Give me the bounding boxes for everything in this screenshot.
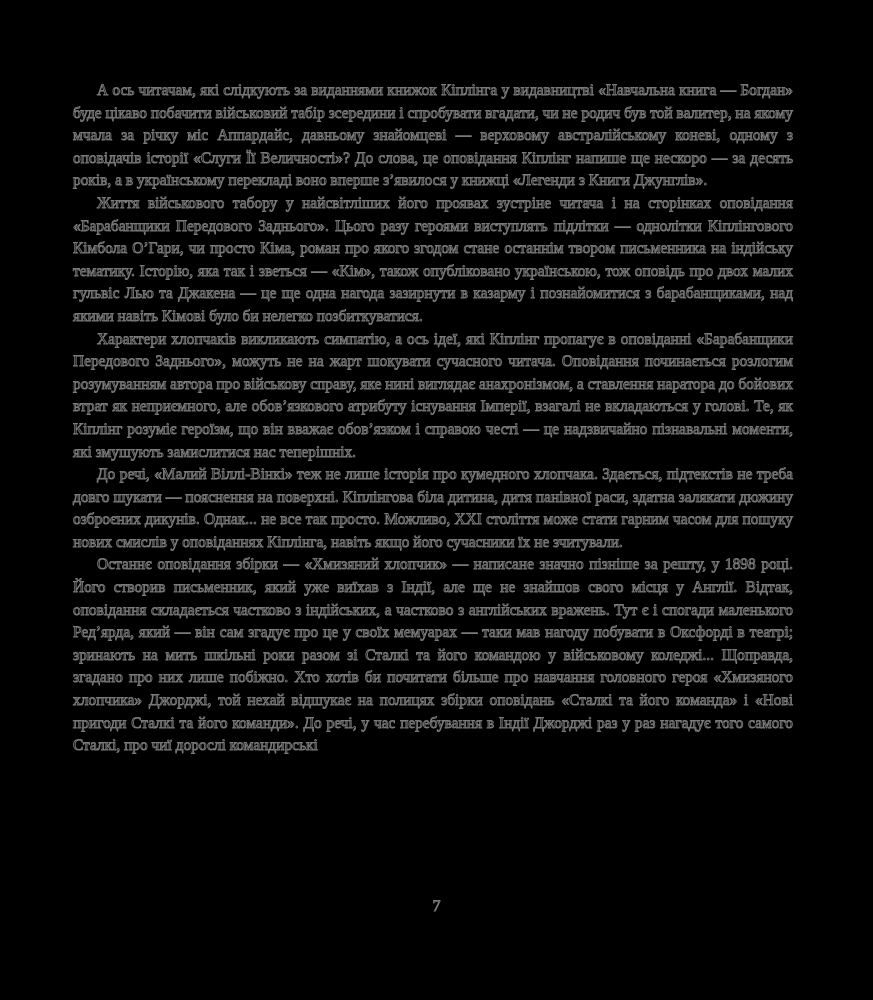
page-body — [73, 80, 793, 758]
page-number: 7 — [432, 898, 441, 915]
paragraph-2: Життя військового табору у найсвітліших його проявах зустріне читача і на сторінках оповідання «Барабанщики Передового Заднього». Цього разу героями виступлять підлітки — однолітки Кіплінгового Кімбола О’Гари, чи просто Кіма, роман про якого згодом стане останнім твором письменника на індійську тематику. Історію, яка так і зветься — «Кім», також опубліковано українською, тож оповідь про двох малих гульвіс Лью та Джакена — це ще одна нагода зазирнути в казарму і познайомитися з барабанщиками, над якими навіть Кімові було би нелегко позбиткуватися. — [73, 194, 793, 325]
paragraph-3: Характери хлопчаків викликають симпатію, а ось ідеї, які Кіплінг пропагує в оповіданні «Барабанщики Передового Заднього», можуть не на жарт шокувати сучасного читача. Оповідання починається розлогим розумуванням автора про військову справу, яке нині виглядає анахронізмом, а ставлення наратора до бойових втрат як неприємного, але обов’язкового атрибуту існування Імперії, взагалі не вкладаються у голові. Те, як Кіплінг розуміє героїзм, що він вважає обов’язком і справою честі — це надзвичайно пізнавальні моменти, які змушують замислитися нас теперішніх. — [73, 330, 793, 461]
paragraph-5: Останнє оповідання збірки — «Хмизяний хлопчик» — написане значно пізніше за решту, у 1898 році. Його створив письменник, який уже виїхав з Індії, але ще не знайшов свого місця у Англії. Відтак, оповідання складається частково з індійських, а частково з англійських вражень. Тут є і спогади маленького Ред’ярда, який — він сам згадує про це у своїх мемуарах — таки мав нагоду побувати в Оксфорді в театрі; зринають на мить шкільні роки разом зі Сталкі та його командою у військовому коледжі... Щоправда, згадано про них лише побіжно. Хто хотів би почитати більше про навчання головного героя «Хмизяного хлопчика» Джорджі, той нехай відшукає на полицях збірки оповідань «Сталкі та його команда» і «Нові пригоди Сталкі та його команди». До речі, у час перебування в Індії Джорджі раз у раз нагадує того самого Сталкі, про чиї дорослі командирські — [73, 556, 793, 755]
paragraph-4: До речі, «Малий Віллі-Вінкі» теж не лише історія про кумедного хлопчака. Здається, підтекстів не треба довго шукати — пояснення на поверхні. Кіплінгова біла дитина, дитя панівної раси, здатна залякати дюжину озброєних дикунів. Однак... не все так просто. Можливо, XXI століття може стати гарним часом для пошуку нових смислів у оповіданнях Кіплінга, навіть якщо його сучасники їх не зчитували. — [73, 466, 793, 551]
paragraph-1: А ось читачам, які слідкують за виданнями книжок Кіплінга у видавництві «Навчальна книга — Богдан» буде цікаво побачити військовий табір зсередини і спробувати вгадати, чи не родич був той валитер, на якому мчала за річку міс Аппардайс, давньому знайомцеві — верховому австралійському коневі, одному з оповідачів історії «Слуги Її Величності»? До слова, це оповідання Кіплінг напише ще нескоро — за десять років, а в українському перекладі воно вперше з’явилося у книжці «Легенди з Книги Джунглів». — [73, 82, 793, 190]
